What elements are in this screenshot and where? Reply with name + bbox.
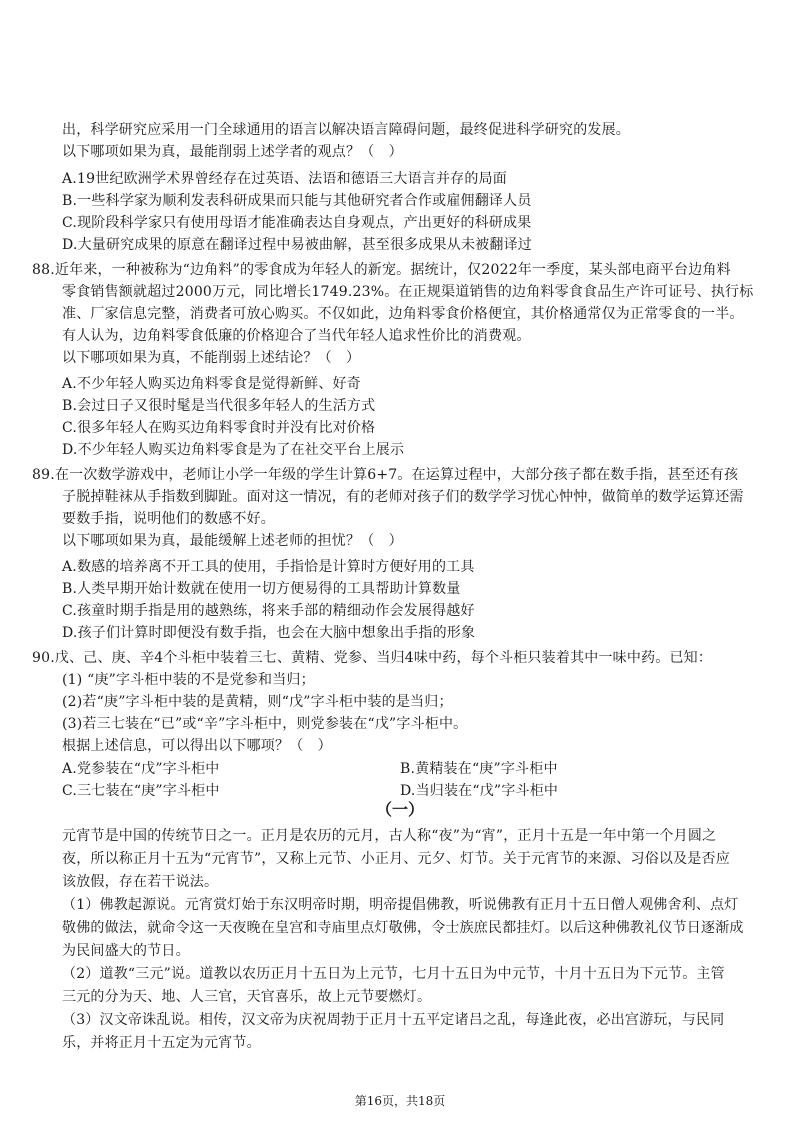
q90-option-b: B.黄精装在“庚”字斗柜中 (400, 761, 558, 777)
section-line: （1）佛教起源说。元宵赏灯始于东汉明帝时期，明帝提倡佛教，听说佛教有正月十五日僧人观佛舍利、点灯 (62, 897, 739, 913)
q88-stem-line: 有人认为，边角料零食低廉的价格迎合了当代年轻人追求性价比的消费观。 (62, 328, 531, 344)
q88-stem-line: 准、厂家信息完整，消费者可放心购买。不仅如此，边角料零食价格便宜，其价格通常仅为正常零食的一半。 (62, 306, 744, 322)
section-line: （2）道教“三元”说。道教以农历正月十五日为上元节，七月十五日为中元节，十月十五日为下元节。主管 (62, 966, 725, 982)
q90-condition: (3)若三七装在“已”或“辛”字斗柜中，则党参装在“戊”字斗柜中。 (62, 716, 468, 732)
q87-stem-end: 出，科学研究应采用一门全球通用的语言以解决语言障碍问题，最终促进科学研究的发展。 (62, 122, 630, 138)
q88-option-b: B.会过日子又很时髦是当代很多年轻人的生活方式 (62, 398, 376, 414)
q90-option-c: C.三七装在“庚”字斗柜中 (62, 783, 220, 799)
q88-question: 以下哪项如果为真，不能削弱上述结论？（ ） (62, 350, 361, 366)
q89-option-d: D.孩子们计算时即便没有数手指，也会在大脑中想象出手指的形象 (62, 625, 476, 641)
section-title: （一） (375, 800, 424, 819)
q88-option-c: C.很多年轻人在购买边角料零食时并没有比对价格 (62, 420, 376, 436)
q88-option-d: D.不少年轻人购买边角料零食是为了在社交平台上展示 (62, 442, 405, 458)
q89-question: 以下哪项如果为真，最能缓解上述老师的担忧？（ ） (62, 533, 403, 549)
q89-stem-line: 子脱掉鞋袜从手指数到脚趾。面对这一情况，有的老师对孩子们的数学学习忧心忡忡，做简单的数学运算还需 (62, 489, 744, 505)
q87-option-a: A.19世纪欧洲学术界曾经存在过英语、法语和德语三大语言并存的局面 (62, 171, 507, 187)
q87-option-c: C.现阶段科学家只有使用母语才能准确表达自身观点，产出更好的科研成果 (62, 215, 532, 231)
q89-stem-line: 89.在一次数学游戏中，老师让小学一年级的学生计算6+7。在运算过程中，大部分孩子都在数手指，甚至还有孩 (32, 467, 739, 483)
q90-option-d: D.当归装在“戊”字斗柜中 (400, 783, 559, 799)
q89-option-b: B.人类早期开始计数就在使用一切方便易得的工具帮助计算数量 (62, 581, 461, 597)
section-line: 元宵节是中国的传统节日之一。正月是农历的元月，古人称“夜”为“宵”，正月十五是一年中第一个月圆之 (62, 828, 717, 844)
q90-question: 根据上述信息，可以得出以下哪项？（ ） (62, 738, 332, 754)
q89-stem-line: 要数手指，说明他们的数感不好。 (62, 511, 275, 527)
section-line: （3）汉文帝诛乱说。相传，汉文帝为庆祝周勃于正月十五平定诸吕之乱，每逢此夜，必出宫游玩，与民同 (62, 1012, 725, 1028)
section-line: 乐，并将正月十五定为元宵节。 (62, 1035, 261, 1051)
section-line: 三元的分为天、地、人三官，天官喜乐，故上元节要燃灯。 (62, 989, 432, 1005)
q89-option-a: A.数感的培养离不开工具的使用，手指恰是计算时方便好用的工具 (62, 559, 475, 575)
section-line: 该放假，存在若干说法。 (62, 874, 219, 890)
q88-stem-line: 88.近年来，一种被称为“边角料”的零食成为年轻人的新宠。据统计，仅2022年一季度，某头部电商平台边角料 (32, 262, 731, 278)
section-line: 敬佛的做法，就命令这一天夜晚在皇宫和寺庙里点灯敬佛，令士族庶民都挂灯。以后这种佛教礼仪节日逐渐成 (62, 920, 744, 936)
q88-option-a: A.不少年轻人购买边角料零食是觉得新鲜、好奇 (62, 376, 361, 392)
page-number: 第16页，共18页 (354, 1094, 446, 1108)
q88-stem-line: 零食销售额就超过2000万元，同比增长1749.23%。在正规渠道销售的边角料零食食品生产许可证号、执行标 (62, 284, 754, 300)
q90-option-a: A.党参装在“戊”字斗柜中 (62, 761, 220, 777)
q90-condition: (1) “庚”字斗柜中装的不是党参和当归； (62, 672, 315, 688)
q87-option-d: D.大量研究成果的原意在翻译过程中易被曲解，甚至很多成果从未被翻译过 (62, 237, 532, 253)
q90-condition: (2)若“庚”字斗柜中装的是黄精，则“戊”字斗柜中装的是当归； (62, 694, 453, 710)
q87-question: 以下哪项如果为真，最能削弱上述学者的观点？（ ） (62, 144, 403, 160)
q90-stem: 90.戊、己、庚、辛4个斗柜中装着三七、黄精、党参、当归4味中药，每个斗柜只装着其中一味中药。已知： (32, 650, 713, 666)
q89-option-c: C.孩童时期手指是用的越熟练，将来手部的精细动作会发展得越好 (62, 603, 475, 619)
section-line: 为民间盛大的节日。 (62, 943, 190, 959)
section-line: 夜，所以称正月十五为“元宵节”，又称上元节、小正月、元夕、灯节。关于元宵节的来源、习俗以及是否应 (62, 851, 730, 867)
q87-option-b: B.一些科学家为顺利发表科研成果而只能与其他研究者合作或雇佣翻译人员 (62, 193, 532, 209)
